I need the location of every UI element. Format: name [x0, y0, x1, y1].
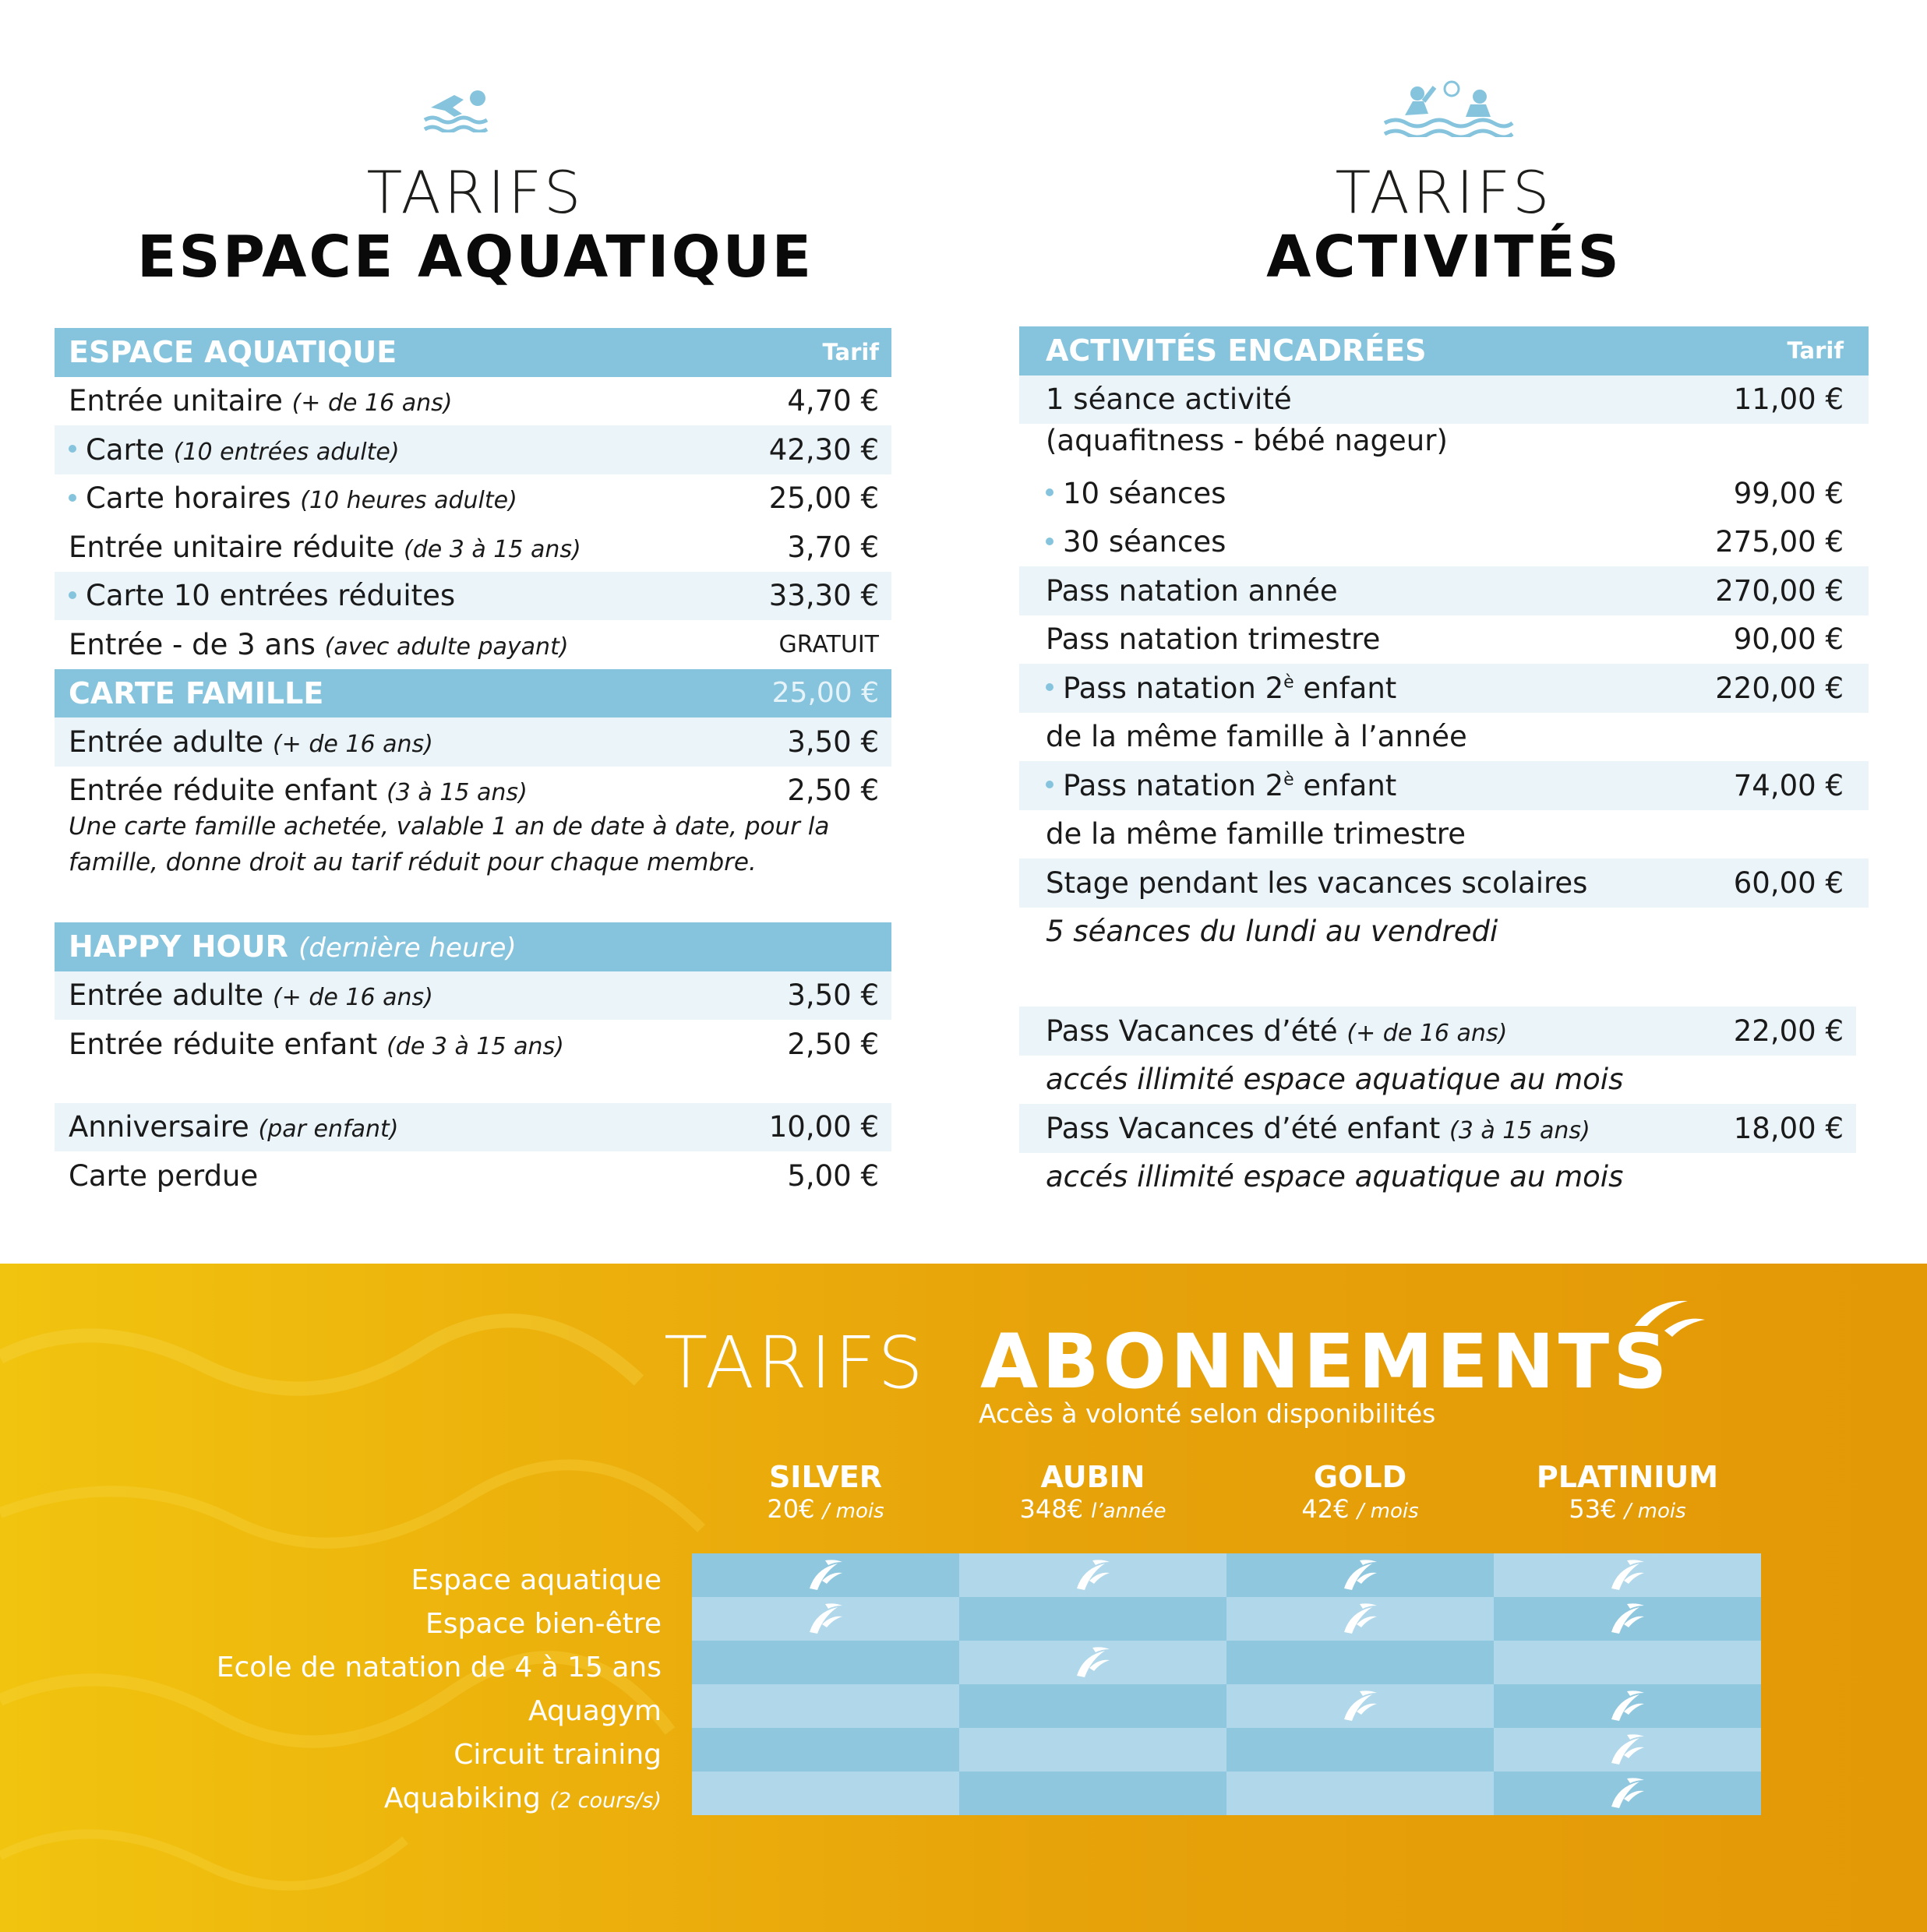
abonnements-title-light: TARIFS: [664, 1321, 926, 1405]
plan-period: l’année: [1091, 1500, 1166, 1523]
row-note: (+ de 16 ans): [291, 390, 453, 418]
feature-cell: [959, 1641, 1226, 1684]
aquatique-heading: [55, 158, 896, 291]
row-label: Entrée - de 3 ans: [69, 627, 316, 661]
plan-price: 53€: [1569, 1494, 1617, 1524]
feature-cell: [1494, 1553, 1761, 1597]
row-label: Pass Vacances d’été: [1046, 1014, 1338, 1048]
plan-silver: [692, 1460, 959, 1524]
price-row: [55, 1103, 891, 1152]
feature-cell: [692, 1641, 959, 1684]
feature-cell: [1494, 1597, 1761, 1641]
feature-label: Aquagym: [528, 1695, 662, 1727]
aquatique-header-label: ESPACE AQUATIQUE: [69, 335, 397, 370]
aquatique-table: [55, 328, 891, 880]
feature-cell: [959, 1772, 1226, 1815]
feature-label: Ecole de natation de 4 à 15 ans: [216, 1652, 662, 1683]
aquatique-title-bold: ESPACE AQUATIQUE: [136, 224, 814, 291]
row-price: 275,00 €: [1715, 525, 1844, 559]
row-sub: 5 séances du lundi au vendredi: [1046, 915, 1498, 949]
aquatique-header-row: [55, 328, 891, 377]
row-label: Entrée unitaire: [69, 384, 283, 418]
happy-header-row: [55, 922, 891, 971]
plan-name: GOLD: [1313, 1460, 1407, 1494]
row-label: Carte 10 entrées réduites: [86, 579, 456, 613]
feature-cell: [692, 1597, 959, 1641]
feature-cell: [959, 1553, 1226, 1597]
feature-cell: [1226, 1553, 1494, 1597]
price-row: [55, 572, 891, 621]
feature-cell: [692, 1772, 959, 1815]
happy-note: (dernière heure): [298, 933, 517, 964]
feature-cell: [1494, 1641, 1761, 1684]
famille-note: Une carte famille achetée, valable 1 an de date à date, pour la famille, donne droit au tarif réduit pour chaque membre.: [69, 813, 830, 876]
row-sub: accés illimité espace aquatique au mois: [1046, 1160, 1624, 1194]
activites-title-light: TARIFS: [1335, 158, 1553, 227]
plan-price: 42€: [1301, 1494, 1350, 1524]
check-splash-icon: [806, 1601, 845, 1637]
check-splash-icon: [1608, 1688, 1647, 1724]
row-label: Anniversaire: [69, 1110, 249, 1144]
row-price: GRATUIT: [778, 630, 879, 658]
row-note: (+ de 16 ans): [1346, 1019, 1508, 1047]
happy-label: HAPPY HOUR: [69, 929, 288, 964]
activites-heading: [1019, 158, 1869, 291]
feature-cell: [1226, 1728, 1494, 1772]
price-row: [1019, 1007, 1856, 1056]
feature-note: (2 cours/s): [549, 1789, 662, 1813]
row-sup: è: [1283, 770, 1294, 790]
plan-name: SILVER: [768, 1460, 883, 1494]
row-price: 4,70 €: [787, 384, 879, 418]
vacances-table: [1019, 1007, 1856, 1201]
plan-period: / mois: [822, 1500, 884, 1523]
feature-cell: [1494, 1772, 1761, 1815]
feature-cell: [959, 1597, 1226, 1641]
check-splash-icon: [806, 1557, 845, 1593]
feature-cell: [1226, 1684, 1494, 1728]
row-label: Entrée réduite enfant: [69, 1027, 378, 1061]
bullet-icon: [69, 445, 76, 453]
price-row: [1019, 518, 1869, 567]
tarif-header: Tarif: [822, 339, 879, 366]
row-note: (par enfant): [258, 1116, 399, 1144]
row-label: Entrée adulte: [69, 724, 264, 759]
price-row: [55, 523, 891, 572]
feature-cell: [1494, 1728, 1761, 1772]
row-label: Carte: [86, 432, 164, 467]
bullet-icon: [1046, 781, 1053, 788]
price-row: [1019, 566, 1869, 615]
swimmer-icon: [423, 84, 493, 132]
row-price: 3,70 €: [787, 530, 879, 564]
row-label: 30 séances: [1063, 525, 1226, 559]
plan-name: AUBIN: [1040, 1460, 1145, 1494]
feature-cell: [1226, 1641, 1494, 1684]
price-row: [1019, 375, 1869, 425]
aquatique-title-light: TARIFS: [366, 158, 584, 227]
row-price: 10,00 €: [768, 1110, 879, 1144]
row-price: 74,00 €: [1733, 768, 1844, 802]
abonnements-subtitle: Accès à volonté selon disponibilités: [979, 1398, 1436, 1429]
row-price: 60,00 €: [1733, 866, 1844, 900]
row-note: (de 3 à 15 ans): [404, 535, 581, 563]
row-note: (10 entrées adulte): [173, 438, 400, 466]
row-price: 42,30 €: [768, 432, 879, 467]
tarif-header: Tarif: [1787, 337, 1844, 365]
row-label: Carte perdue: [69, 1158, 259, 1193]
row-price: 270,00 €: [1715, 573, 1844, 608]
price-row: [55, 474, 891, 524]
splash-logo-icon: [1630, 1295, 1708, 1345]
price-row: [55, 620, 891, 669]
row-price: 220,00 €: [1715, 671, 1844, 705]
feature-label: Espace aquatique: [411, 1564, 662, 1596]
check-splash-icon: [1074, 1557, 1113, 1593]
bullet-icon: [69, 591, 76, 599]
row-note: (10 heures adulte): [300, 487, 517, 515]
famille-price: 25,00 €: [771, 677, 879, 710]
row-note: (+ de 16 ans): [272, 984, 433, 1012]
plan-aubin: [959, 1460, 1226, 1524]
row-price: 18,00 €: [1733, 1111, 1844, 1145]
row-price: 22,00 €: [1733, 1014, 1844, 1048]
price-row: [1019, 469, 1869, 518]
check-splash-icon: [1341, 1557, 1380, 1593]
row-label: Entrée adulte: [69, 978, 264, 1013]
famille-label: CARTE FAMILLE: [69, 675, 324, 710]
feature-label: Circuit training: [454, 1739, 662, 1771]
row-label: Carte horaires: [86, 481, 291, 516]
happy-hour-table: [55, 922, 891, 1200]
row-sub: (aquafitness - bébé nageur): [1046, 424, 1448, 457]
row-label: Pass natation 2: [1063, 768, 1284, 802]
row-label: Entrée unitaire réduite: [69, 530, 395, 564]
activites-title-bold: ACTIVITÉS: [1266, 224, 1622, 291]
plan-name: PLATINIUM: [1536, 1460, 1719, 1494]
price-row: [55, 425, 891, 474]
row-note: (de 3 à 15 ans): [386, 1032, 564, 1060]
plan-price: 348€: [1019, 1494, 1083, 1524]
price-row: [1019, 615, 1869, 665]
feature-cell: [692, 1684, 959, 1728]
row-label: Pass natation 2: [1063, 671, 1284, 705]
bullet-icon: [1046, 683, 1053, 691]
check-splash-icon: [1341, 1601, 1380, 1637]
bullet-icon: [1046, 488, 1053, 496]
feature-cell: [692, 1553, 959, 1597]
check-splash-icon: [1608, 1732, 1647, 1768]
row-price: 99,00 €: [1733, 476, 1844, 510]
price-row: [1019, 761, 1869, 810]
feature-label: Espace bien-être: [425, 1608, 662, 1640]
feature-cell: [959, 1728, 1226, 1772]
feature-label: Aquabiking (2 cours/s): [383, 1782, 662, 1814]
feature-cell: [692, 1728, 959, 1772]
price-row: [55, 971, 891, 1021]
plan-gold: [1226, 1460, 1494, 1524]
row-label: Pass natation année: [1046, 573, 1338, 608]
row-label: Stage pendant les vacances scolaires: [1046, 866, 1588, 900]
row-label-b: enfant: [1293, 671, 1397, 705]
row-note: (3 à 15 ans): [1449, 1116, 1590, 1144]
abonnements-title-bold: ABONNEMENTS: [980, 1318, 1671, 1405]
row-price: 25,00 €: [768, 481, 879, 516]
water-polo-icon: [1382, 78, 1514, 137]
abonnements-section: [0, 1264, 1927, 1932]
row-sub: accés illimité espace aquatique au mois: [1046, 1063, 1624, 1097]
price-row: [55, 717, 891, 767]
row-label: 1 séance activité: [1046, 383, 1292, 417]
price-row: [1019, 664, 1869, 713]
bullet-icon: [69, 494, 76, 502]
price-row: [55, 1020, 891, 1069]
row-note: (+ de 16 ans): [272, 730, 433, 758]
activites-header-row: [1019, 326, 1869, 375]
plan-price: 20€: [767, 1494, 815, 1524]
row-price: 3,50 €: [787, 978, 879, 1013]
row-price: 2,50 €: [787, 1027, 879, 1061]
price-row: [55, 1151, 891, 1200]
row-sub: de la même famille à l’année: [1046, 720, 1467, 754]
row-note: (3 à 15 ans): [386, 779, 528, 807]
row-sub: de la même famille trimestre: [1046, 817, 1466, 851]
activites-header-label: ACTIVITÉS ENCADRÉES: [1046, 333, 1427, 368]
check-splash-icon: [1341, 1688, 1380, 1724]
plan-period: / mois: [1624, 1500, 1686, 1523]
plan-platinium: [1494, 1460, 1761, 1524]
price-row: [1019, 858, 1869, 908]
feature-cell: [1226, 1772, 1494, 1815]
row-price: 90,00 €: [1733, 622, 1844, 657]
row-label: 10 séances: [1063, 476, 1226, 510]
row-label-b: enfant: [1293, 768, 1397, 802]
row-label: Pass natation trimestre: [1046, 622, 1381, 657]
feature-cell: [959, 1684, 1226, 1728]
check-splash-icon: [1608, 1775, 1647, 1811]
price-row: [55, 767, 891, 816]
bullet-icon: [1046, 538, 1053, 545]
feature-cell: [1494, 1684, 1761, 1728]
check-splash-icon: [1608, 1601, 1647, 1637]
feature-cell: [1226, 1597, 1494, 1641]
row-price: 2,50 €: [787, 774, 879, 808]
price-row: [1019, 1104, 1856, 1153]
row-price: 5,00 €: [787, 1158, 879, 1193]
row-label: Entrée réduite enfant: [69, 774, 378, 808]
row-note: (avec adulte payant): [324, 633, 569, 661]
row-sup: è: [1283, 672, 1294, 693]
check-splash-icon: [1608, 1557, 1647, 1593]
price-row: [55, 377, 891, 426]
row-price: 11,00 €: [1733, 383, 1844, 417]
row-price: 33,30 €: [768, 579, 879, 613]
activites-table: [1019, 326, 1869, 956]
row-label: Pass Vacances d’été enfant: [1046, 1111, 1441, 1145]
famille-header-row: [55, 669, 891, 718]
plan-period: / mois: [1357, 1500, 1419, 1523]
check-splash-icon: [1074, 1645, 1113, 1680]
row-price: 3,50 €: [787, 724, 879, 759]
